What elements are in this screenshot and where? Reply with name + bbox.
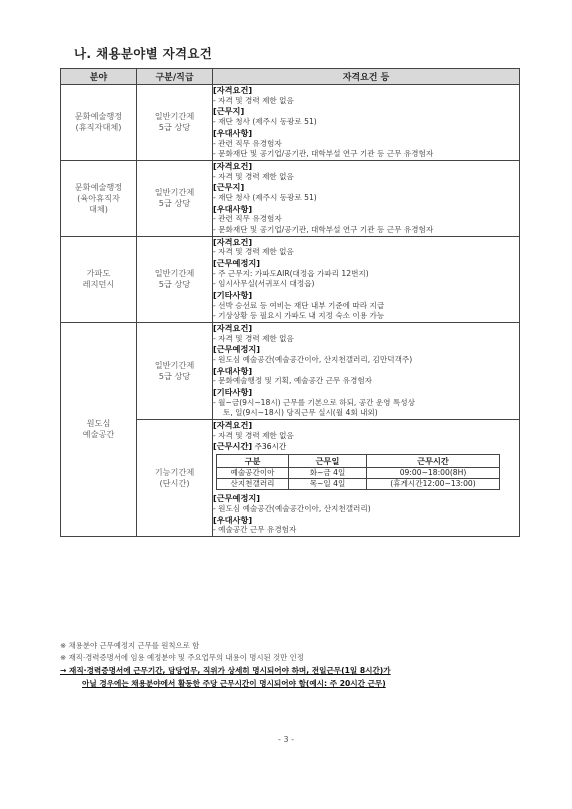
requirements-cell xyxy=(213,420,520,537)
cell-label-line: 일반기간제 xyxy=(154,359,195,370)
requirement-line: - 주 근무지: 가파도AIR(대정읍 가파리 12번지) xyxy=(213,268,369,278)
page-number: - 3 - xyxy=(278,735,294,744)
lines-before-hours xyxy=(213,420,519,453)
requirement-heading xyxy=(213,161,519,172)
requirement-heading xyxy=(213,237,519,248)
requirement-line: - 재단 청사 (제주시 동광로 51) xyxy=(213,192,317,202)
cell-label-line: 5급 상당 xyxy=(158,198,191,209)
header-grade: 구분/직급 xyxy=(137,69,213,85)
hours-days: 목~일 4일 xyxy=(289,479,367,490)
heading-text: [근무지] xyxy=(213,182,245,193)
field-cell xyxy=(61,236,137,322)
requirement-line: - 재단 청사 (제주시 동광로 51) xyxy=(213,117,317,127)
heading-text: [우대사항] xyxy=(213,514,253,525)
note-line: ※ 채용분야 근무예정지 근무를 원칙으로 함 xyxy=(60,641,200,650)
field-cell xyxy=(61,322,137,536)
requirement-heading xyxy=(213,344,519,355)
requirement-line: - 관련 직무 유경험자 xyxy=(213,138,282,148)
heading-text: [근무예정지] xyxy=(213,493,261,504)
heading-text: [자격요건] xyxy=(213,322,253,333)
requirement-line: - 예술공간 근무 유경험자 xyxy=(213,525,297,535)
cell-label-line: 문화예술행정 xyxy=(74,181,123,192)
grade-cell xyxy=(137,420,213,537)
emphasis-note: → 재직·경력증명서에 근무기간, 담당업무, 직위가 상세히 명시되어야 하며, 전일근무(1일 8시간)가 xyxy=(60,666,391,675)
hours-venue: 예술공간이아 xyxy=(217,468,289,479)
hours-days: 화~금 4일 xyxy=(289,468,367,479)
requirement-line: - 기상상황 등 필요시 가파도 내 지정 숙소 이용 가능 xyxy=(213,311,385,321)
requirement-heading xyxy=(213,515,519,526)
cell-label-line: 일반기간제 xyxy=(154,268,195,279)
section-title: 나. 채용분야별 자격요건 xyxy=(74,46,213,61)
lines-after-hours xyxy=(213,493,519,536)
requirement-heading xyxy=(213,420,519,431)
requirement-heading xyxy=(213,106,519,117)
requirement-line: - 문화예술행정 및 기획, 예술공간 근무 유경험자 xyxy=(213,376,373,386)
requirement-line: - 자격 및 경력 제한 없음 xyxy=(213,247,294,257)
requirement-line: - 원도심 예술공간(예술공간이아, 산지천갤러리, 김만덕객주) xyxy=(213,355,413,365)
requirement-line: - 자격 및 경력 제한 없음 xyxy=(213,333,294,343)
header-requirements: 자격요건 등 xyxy=(213,69,520,85)
requirements-cell xyxy=(213,85,520,161)
cell-label-line: 문화예술행정 xyxy=(74,111,123,122)
requirement-heading xyxy=(213,387,519,398)
cell-label-line: 5급 상당 xyxy=(158,122,191,133)
requirement-line: - 월~금(9시~18시) 근무를 기본으로 하되, 공간 운영 특성상 xyxy=(213,397,415,407)
heading-text: [우대사항] xyxy=(213,203,253,214)
heading-text: [자격요건] xyxy=(213,85,253,95)
table-row xyxy=(61,160,520,236)
cell-label-line: 5급 상당 xyxy=(158,279,191,290)
grade-cell xyxy=(137,236,213,322)
requirement-heading xyxy=(213,85,519,96)
notes-section xyxy=(60,640,391,690)
table-row xyxy=(61,236,520,322)
requirements-cell xyxy=(213,160,520,236)
requirement-line: - 원도심 예술공간(예술공간이아, 산지천갤러리) xyxy=(213,504,371,514)
field-cell xyxy=(61,85,137,161)
field-cell xyxy=(61,160,137,236)
requirement-line: - 자격 및 경력 제한 없음 xyxy=(213,430,294,440)
cell-label-line: 예술공간 xyxy=(82,429,115,440)
requirement-line: - 문화재단 및 공기업/공기관, 대학부설 연구 기관 등 근무 유경험자 xyxy=(213,149,434,159)
table-row xyxy=(61,322,520,419)
requirement-line: - 임시사무실(서귀포시 대정읍) xyxy=(213,279,315,289)
grade-cell xyxy=(137,322,213,419)
cell-label-line: 레지던시 xyxy=(82,279,115,290)
heading-text: [기타사항] xyxy=(213,387,253,398)
header-field: 분야 xyxy=(61,69,137,85)
cell-label-line: 대체) xyxy=(88,203,108,214)
cell-label-line: (단시간) xyxy=(159,478,190,489)
requirement-heading xyxy=(213,258,519,269)
requirement-line: - 자격 및 경력 제한 없음 xyxy=(213,95,294,105)
grade-cell xyxy=(137,85,213,161)
requirement-heading xyxy=(213,441,519,453)
table-header-row xyxy=(61,69,520,85)
heading-text: [우대사항] xyxy=(213,365,253,376)
cell-label-line: 원도심 xyxy=(86,418,111,429)
cell-label-line: 가파도 xyxy=(86,268,111,279)
hours-header-row xyxy=(217,455,500,468)
requirement-line: - 자격 및 경력 제한 없음 xyxy=(213,171,294,181)
hours-row xyxy=(217,468,500,479)
requirement-line: 토, 일(9시~18시) 당직근무 실시(월 4회 내외) xyxy=(223,408,378,418)
heading-text: [기타사항] xyxy=(213,289,253,300)
cell-label-line: 5급 상당 xyxy=(158,370,191,381)
hours-header-division: 구분 xyxy=(217,455,289,468)
hours-time: 09:00~18:00(8H) xyxy=(367,468,500,479)
heading-text: [우대사항] xyxy=(213,127,253,138)
requirement-heading xyxy=(213,493,519,504)
requirement-line: - 선박 승선료 등 여비는 재단 내부 기준에 따라 지급 xyxy=(213,300,385,310)
requirement-heading xyxy=(213,182,519,193)
hours-time: (휴게시간12:00~13:00) xyxy=(367,479,500,490)
hours-row xyxy=(217,479,500,490)
cell-label-line: (휴직자대체) xyxy=(75,122,122,133)
heading-detail: 주36시간 xyxy=(252,442,287,452)
heading-text: [자격요건] xyxy=(213,420,253,431)
table-row xyxy=(61,85,520,161)
heading-text: [근무예정지] xyxy=(213,257,261,268)
requirements-table xyxy=(60,68,520,537)
heading-text: [근무지] xyxy=(213,106,245,117)
requirement-heading xyxy=(213,204,519,215)
hours-header-days: 근무일 xyxy=(289,455,367,468)
hours-venue: 산지천갤러리 xyxy=(217,479,289,490)
cell-label-line: 기능기간제 xyxy=(154,467,195,478)
emphasis-note: 아닐 경우에는 채용분야에서 활동한 주당 근무시간이 명시되어야 함(예시: 주 20시간 근무) xyxy=(82,679,386,688)
requirements-cell xyxy=(213,236,520,322)
note-line: ※ 재직·경력증명서에 임용 예정분야 및 주요업무의 내용이 명시된 것만 인정 xyxy=(60,653,304,662)
hours-header-time: 근무시간 xyxy=(367,455,500,468)
requirement-heading xyxy=(213,366,519,377)
work-hours-table xyxy=(216,454,500,490)
requirement-line: - 관련 직무 유경험자 xyxy=(213,214,282,224)
cell-label-line: (육아휴직자 xyxy=(77,192,120,203)
requirement-heading xyxy=(213,290,519,301)
heading-text: [근무시간] xyxy=(213,441,253,452)
heading-text: [자격요건] xyxy=(213,236,253,247)
heading-text: [자격요건] xyxy=(213,160,253,171)
cell-label-line: 일반기간제 xyxy=(154,111,195,122)
requirement-heading xyxy=(213,323,519,334)
requirement-line: - 문화재단 및 공기업/공기관, 대학부설 연구 기관 등 근무 유경험자 xyxy=(213,224,434,234)
requirements-cell xyxy=(213,322,520,419)
cell-label-line: 일반기간제 xyxy=(154,187,195,198)
grade-cell xyxy=(137,160,213,236)
heading-text: [근무예정지] xyxy=(213,344,261,355)
requirement-heading xyxy=(213,128,519,139)
